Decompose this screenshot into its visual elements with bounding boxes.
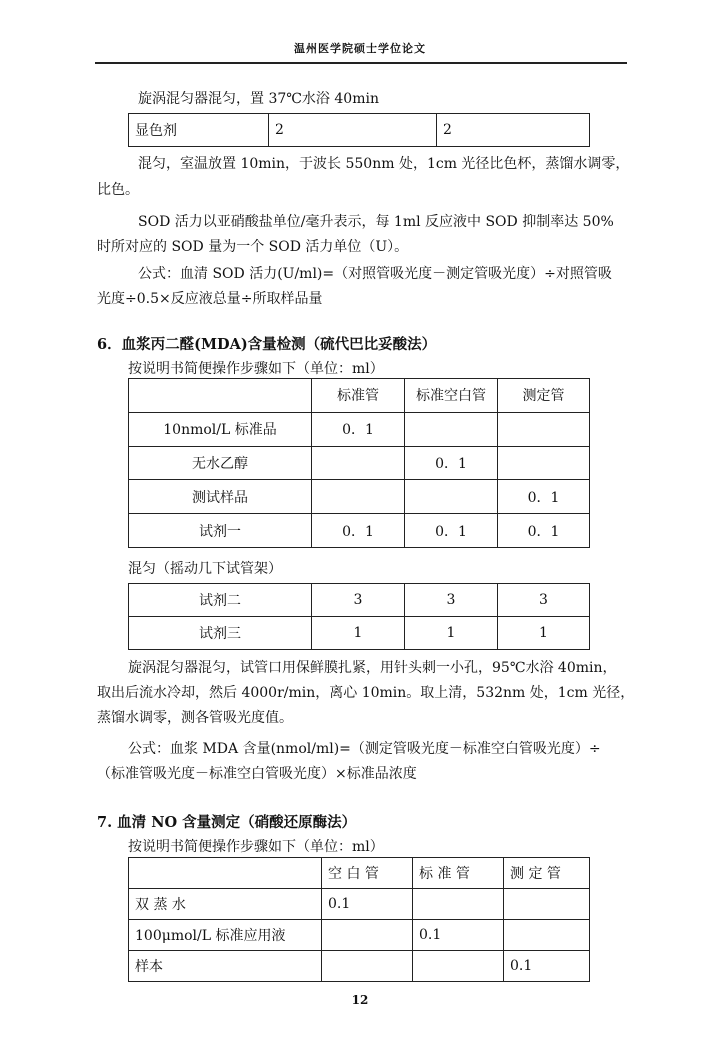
- running-header: 温州医学院硕士学位论文: [294, 42, 426, 55]
- table-row: [129, 114, 590, 147]
- table-cell: 0．1: [405, 446, 498, 480]
- table-cell: 3: [312, 584, 405, 617]
- subheading: 按说明书简便操作步骤如下（单位：ml）: [128, 839, 384, 855]
- table-cell: 1: [498, 617, 590, 650]
- subheading: 按说明书简便操作步骤如下（单位：ml）: [128, 361, 384, 377]
- table-row: [129, 951, 590, 982]
- table-cell: 双 蒸 水: [129, 889, 322, 920]
- table-cell: 0．1: [498, 480, 590, 514]
- section-heading-6: 6．血浆丙二醛(MDA)含量检测（硫代巴比妥酸法）: [97, 336, 437, 353]
- paragraph: （标准管吸光度－标准空白管吸光度）×标准品浓度: [97, 766, 417, 782]
- table-no: [128, 857, 590, 982]
- table-cell: 1: [312, 617, 405, 650]
- table-header: 测定管: [498, 379, 590, 413]
- table-color-reagent: [128, 113, 590, 147]
- table-cell: 100μmol/L 标准应用液: [129, 920, 322, 951]
- table-cell: 0．1: [312, 412, 405, 446]
- paragraph: 光度÷0.5×反应液总量÷所取样品量: [97, 291, 323, 307]
- table-cell: 0.1: [322, 889, 413, 920]
- paragraph: 旋涡混匀器混匀，试管口用保鲜膜扎紧，用针头刺一小孔，95℃水浴 40min，: [128, 660, 617, 676]
- table-header: 标 准 管: [413, 858, 504, 889]
- table-cell: 0.1: [504, 951, 590, 982]
- paragraph: 混匀，室温放置 10min，于波长 550nm 处，1cm 光径比色杯，蒸馏水调零，: [138, 156, 630, 172]
- paragraph: 蒸馏水调零，测各管吸光度值。: [97, 710, 293, 726]
- paragraph: 公式：血浆 MDA 含量(nmol/ml)=（测定管吸光度－标准空白管吸光度）÷: [128, 741, 601, 757]
- table-cell: [413, 951, 504, 982]
- table-cell: [322, 951, 413, 982]
- table-row: [129, 889, 590, 920]
- table-cell: 0．1: [405, 514, 498, 548]
- table-cell: [405, 412, 498, 446]
- table-cell: [498, 446, 590, 480]
- table-cell: 1: [405, 617, 498, 650]
- table-header: 测 定 管: [504, 858, 590, 889]
- table-cell: 2: [269, 114, 437, 147]
- paragraph: 混匀（摇动几下试管架）: [128, 561, 282, 577]
- table-row: [129, 617, 590, 650]
- table-cell: 0．1: [498, 514, 590, 548]
- table-cell: 10nmol/L 标准品: [129, 412, 312, 446]
- table-cell: 3: [405, 584, 498, 617]
- table-row: [129, 412, 590, 446]
- paragraph: 时所对应的 SOD 量为一个 SOD 活力单位（U）。: [97, 239, 409, 255]
- table-row: [129, 514, 590, 548]
- table-cell: 试剂一: [129, 514, 312, 548]
- table-cell: [322, 920, 413, 951]
- table-header: 空 白 管: [322, 858, 413, 889]
- table-cell: [504, 889, 590, 920]
- table-cell: [413, 889, 504, 920]
- paragraph: 旋涡混匀器混匀，置 37℃水浴 40min: [138, 91, 379, 107]
- table-mda: [128, 378, 590, 548]
- page-number: 12: [351, 993, 369, 1007]
- table-row: [129, 480, 590, 514]
- table-cell: [405, 480, 498, 514]
- table-reagents: [128, 583, 590, 650]
- table-row: [129, 446, 590, 480]
- table-cell: [498, 412, 590, 446]
- table-cell: 试剂二: [129, 584, 312, 617]
- paragraph: 比色。: [97, 182, 139, 198]
- header-rule: [95, 62, 627, 64]
- table-cell: [312, 480, 405, 514]
- table-cell: 样本: [129, 951, 322, 982]
- table-cell: 显色剂: [129, 114, 269, 147]
- table-cell: 试剂三: [129, 617, 312, 650]
- table-cell: 0.1: [413, 920, 504, 951]
- table-cell: 2: [437, 114, 590, 147]
- paragraph: SOD 活力以亚硝酸盐单位/毫升表示，每 1ml 反应液中 SOD 抑制率达 50%: [138, 214, 614, 230]
- table-cell: 无水乙醇: [129, 446, 312, 480]
- table-row: [129, 920, 590, 951]
- table-cell: [504, 920, 590, 951]
- section-heading-7: 7. 血清 NO 含量测定（硝酸还原酶法）: [97, 814, 357, 831]
- table-header: 标准空白管: [405, 379, 498, 413]
- table-header-row: [129, 858, 590, 889]
- table-cell: 3: [498, 584, 590, 617]
- table-cell: 0．1: [312, 514, 405, 548]
- paragraph: 公式：血清 SOD 活力(U/ml)=（对照管吸光度－测定管吸光度）÷对照管吸: [138, 266, 612, 282]
- table-header: 标准管: [312, 379, 405, 413]
- table-header-row: [129, 379, 590, 413]
- table-row: [129, 584, 590, 617]
- table-cell: [312, 446, 405, 480]
- paragraph: 取出后流水冷却，然后 4000r/min，离心 10min。取上清，532nm 处，1cm 光径，: [97, 685, 635, 701]
- table-cell: 测试样品: [129, 480, 312, 514]
